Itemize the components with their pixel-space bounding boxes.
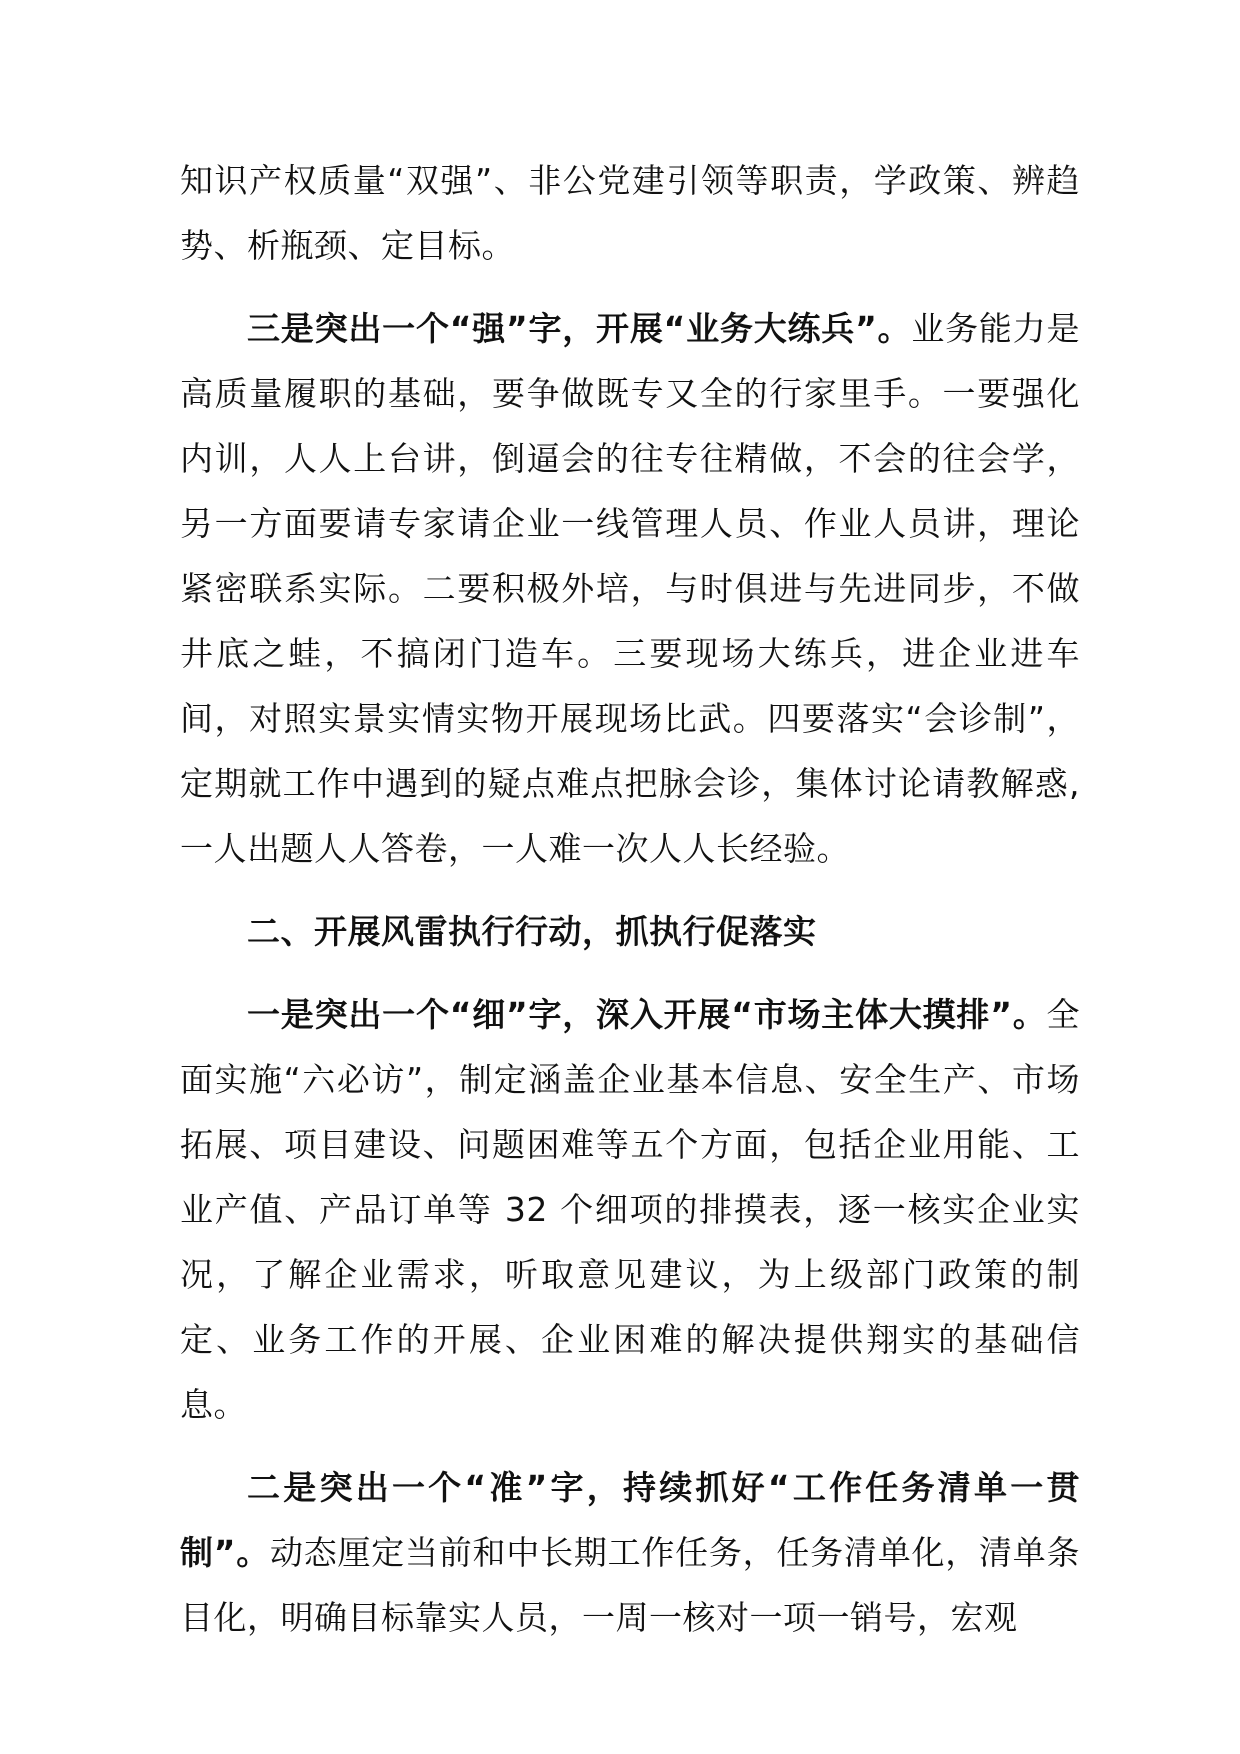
paragraph-text: 全面实施“六必访”，制定涵盖企业基本信息、安全生产、市场拓展、项目建设、问题困难等五个方面，包括企业用能、工业产值、产品订单等 32 个细项的排摸表，逐一核实企业实况，了解企业需求，听取意见建议，为上级部门政策的制定、业务工作的开展、企业困难的解决提供翔实的基础信息。 bbox=[180, 995, 1080, 1424]
paragraph-detail bbox=[180, 982, 1080, 1437]
paragraph-lead: 二是突出一个“准”字，持续抓好“工作任务清单一贯制”。 bbox=[180, 1468, 1080, 1572]
document-body bbox=[180, 148, 1080, 1668]
paragraph-continuation bbox=[180, 148, 1080, 278]
paragraph-accuracy bbox=[180, 1455, 1080, 1650]
paragraph-text: 业务能力是高质量履职的基础，要争做既专又全的行家里手。一要强化内训，人人上台讲，倒逼会的往专往精做，不会的往会学，另一方面要请专家请企业一线管理人员、作业人员讲，理论紧密联系实际。二要积极外培，与时俱进与先进同步，不做井底之蛙，不搞闭门造车。三要现场大练兵，进企业进车间，对照实景实情实物开展现场比武。四要落实“会诊制”，定期就工作中遇到的疑点难点把脉会诊，集体讨论请教解惑,一人出题人人答卷，一人难一次人人长经验。 bbox=[180, 309, 1081, 868]
paragraph-strengthen bbox=[180, 296, 1080, 881]
paragraph-lead: 三是突出一个“强”字，开展“业务大练兵”。 bbox=[247, 309, 912, 348]
paragraph-lead: 一是突出一个“细”字，深入开展“市场主体大摸排”。 bbox=[247, 995, 1047, 1034]
paragraph-text: 动态厘定当前和中长期工作任务，任务清单化，清单条目化，明确目标靠实人员，一周一核对一项一销号，宏观 bbox=[180, 1533, 1080, 1637]
paragraph-text: 知识产权质量“双强”、非公党建引领等职责，学政策、辨趋势、析瓶颈、定目标。 bbox=[180, 161, 1080, 265]
section-heading: 二、开展风雷执行行动，抓执行促落实 bbox=[247, 912, 817, 951]
